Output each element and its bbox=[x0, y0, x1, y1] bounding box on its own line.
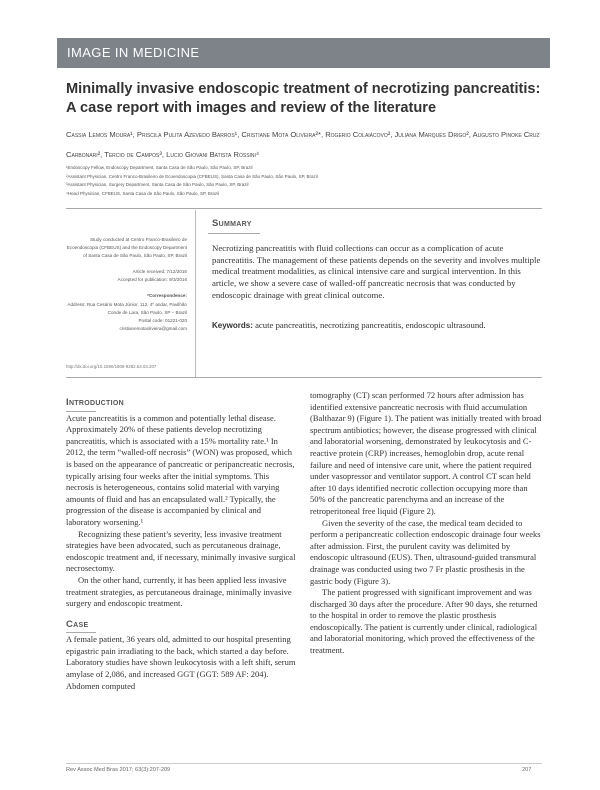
sidebar-divider bbox=[195, 210, 196, 377]
affiliation-2: ²Assistant Physician, Centro Franco-Brasileiro de Ecoendoscopia (CFBEUS), Santa Casa de São Paulo, São Paulo, SP, Brazil bbox=[66, 173, 318, 179]
doi-link[interactable]: http://dx.doi.org/10.1590/1806-9282.63.03.207 bbox=[66, 364, 157, 369]
intro-paragraph-3: On the other hand, currently, it has been applied less invasive treatment strategies, as percutaneous drainage, minimally invasive surgery and endoscopic treatment. bbox=[66, 574, 292, 609]
summary-text: Necrotizing pancreatitis with fluid collections can occur as a complication of acute pancreatitis. The management of these patients depends on the severity and involves multiple medical treatment modalities, as clinical intensive care and surgical intervention. In this article, we show a severe case of walled-off pancreatic necrosis that was conducted by endoscopic drainage with great clinical outcome. bbox=[212, 243, 541, 300]
keywords-label: Keywords: bbox=[212, 321, 253, 330]
divider-middle bbox=[66, 377, 542, 378]
case-heading: Case bbox=[66, 618, 89, 630]
section-underline bbox=[66, 632, 96, 633]
body-column-left bbox=[66, 393, 298, 692]
footer-divider bbox=[66, 763, 542, 764]
affiliations bbox=[66, 164, 546, 199]
postal-code: Postal code: 01221-020 bbox=[138, 317, 187, 323]
case-paragraph-2: tomography (CT) scan performed 72 hours after admission has identified extensive pancreatic necrosis with fluid accumulation (Balthazar 9) (Figure 1). The patient was initially treated with broad spectrum antibiotics; however, the disease progressed with clinical and laboratorial worsening, demonstrated by leukocytosis and C-reactive protein (CRP) increases, hemoglobin drop, acute renal failure and need of intensive care unit, where the patient required under vasopressor and ventilator support. A control CT scan held after 10 days identified necrotic collection occupying more than 50% of the pancreatic parenchyma and an increase of the retroperitoneal free liquid (Figure 2). bbox=[310, 390, 542, 516]
divider-top bbox=[66, 208, 542, 209]
correspondence-heading: *Correspondence: bbox=[147, 293, 187, 299]
introduction-heading: Introduction bbox=[66, 397, 124, 408]
correspondence-address: Address: Rua Cesário Mota Júnior, 112, 4º andar, Pavilhão Conde de Lara, São Paulo, SP – Brazil bbox=[67, 301, 187, 315]
page-number: 207 bbox=[522, 767, 532, 773]
section-underline bbox=[66, 411, 96, 412]
affiliation-1: ¹Endoscopy Fellow, Endoscopy Department, Santa Casa de São Paulo, São Paulo, SP, Brazil bbox=[66, 165, 253, 170]
summary-heading: Summary bbox=[212, 218, 252, 229]
summary-underline bbox=[208, 233, 260, 234]
case-paragraph-4: The patient progressed with significant improvement and was discharged 30 days after the procedure. After 90 days, she returned to the hospital in order to remove the plastic prosthesis endoscopically. The patient is currently under clinical, radiological and laboratorial monitoring, which proved the effectiveness of the treatment. bbox=[310, 587, 538, 656]
study-location: Study conducted at Centro Franco-Brasileiro de Ecoendoscopia (CFBEUS) and the Endoscopy Department of Santa Casa de São Paulo, São Paulo, SP, Brazil bbox=[66, 237, 187, 259]
author-list: Cassia Lemos Moura¹, Priscila Pulita Azevedo Barros¹, Cristiane Mota Oliveira²*, Rogerio Colaiácovo², Juliana Marques Drigo², Augusto Pinoke Cruz Carbonari², Tercio de Campos³, Lucio Giovani Batista Rossini⁴ bbox=[66, 130, 540, 159]
article-info-sidebar bbox=[66, 236, 187, 333]
case-paragraph-3: Given the severity of the case, the medical team decided to perform a peripancreatic collection endoscopic drainage four weeks after admission. First, the purulent cavity was delimited by endoscopic ultrasound (EUS). Then, ultrasound-guided transmural drainage was conducted using two 7 Fr plastic prosthesis in the gastric body (Figure 3). bbox=[310, 517, 541, 586]
email-link[interactable]: cristianemotaoliveira@gmail.com bbox=[119, 325, 187, 331]
correspondence bbox=[66, 292, 187, 332]
affiliation-3: ³Assistant Physician, Surgery Department, Santa Casa de São Paulo, São Paulo, SP, Brazil bbox=[66, 182, 249, 188]
intro-paragraph-2: Recognizing these patient’s severity, less invasive treatment strategies have been advocated, such as percutaneous drainage, endoscopic treatment and, if necessary, minimally invasive surgical necrosectomy. bbox=[66, 528, 296, 574]
intro-paragraph-1: Acute pancreatitis is a common and potentially lethal disease. Approximately 20% of these patients develop necrotizing pancreatitis, which is associated with a 15% mortality rate.¹ In 2012, the term “walled-off necrosis” (WON) was proposed, which is based on the appearance of pancreatic or peripancreatic necrosis, typically arising four weeks after the initial symptoms. This necrosis is heterogeneous, contains solid material with varying amounts of fluid and has an encapsulated wall.² Typically, the progression of the disease is accompanied by clinical and laboratory worsening.¹ bbox=[66, 412, 295, 527]
keywords-list: acute pancreatitis, necrotizing pancreatitis, endoscopic ultrasound. bbox=[252, 320, 486, 330]
received-date: Article received: 7/12/2016 bbox=[132, 269, 187, 275]
body-column-right bbox=[310, 390, 542, 657]
case-paragraph-1: A female patient, 36 years old, admitted to our hospital presenting epigastric pain irradiating to the back, which started a day before. Laboratory studies have shown leukocytosis with a left shift, serum amylase of 2,086, and increased GGT (GGT: 589 AF: 204). Abdomen computed bbox=[66, 634, 296, 691]
banner-label: IMAGE IN MEDICINE bbox=[67, 45, 200, 60]
article-dates bbox=[66, 268, 187, 284]
accepted-date: Accepted for publication: 9/3/2016 bbox=[117, 277, 187, 283]
article-title: Minimally invasive endoscopic treatment of necrotizing pancreatitis: A case report with images and review of the literature bbox=[66, 81, 541, 116]
keywords bbox=[212, 320, 542, 331]
journal-citation: Rev Assoc Med Bras 2017; 63(3):207-209 bbox=[66, 767, 171, 773]
section-banner bbox=[57, 38, 550, 68]
affiliation-4: ⁴Head Physician, CFBEUS, Santa Casa de São Paulo, São Paulo, SP, Brazil bbox=[66, 191, 220, 197]
